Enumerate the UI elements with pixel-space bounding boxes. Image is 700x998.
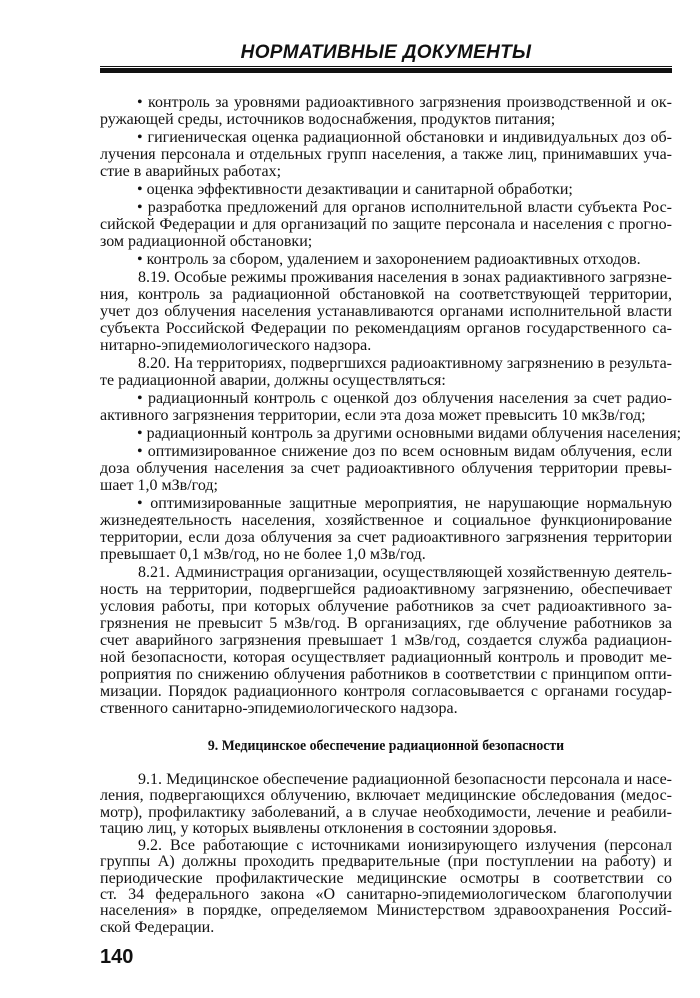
text-line: • контроль за уровнями радиоактивного загрязнения производственной и ок- (137, 94, 672, 111)
text-line: 9.2. Все работающие с источниками ионизирующего излучения (персонал (138, 837, 672, 855)
text-line: • радиационный контроль с оценкой доз облучения населения за счет радио- (137, 390, 672, 407)
text-line: • разработка предложений для органов исполнительной власти субъекта Рос- (137, 199, 672, 216)
text-line: ственного санитарно-эпидемиологического надзора. (100, 700, 458, 717)
text-line: грязнения не превысит 5 мЗв/год. В организациях, где облучение работников за (100, 615, 672, 632)
text-line: зом радиационной обстановки; (100, 233, 313, 250)
section-9-body (100, 772, 672, 936)
text-line: роприятия по снижению облучения работников в соответствии с принципом опти- (100, 666, 672, 683)
paragraph (100, 838, 672, 936)
text-line: 8.21. Администрация организации, осуществляющей хозяйственную деятель- (138, 564, 672, 581)
header-rule-thin (100, 66, 672, 67)
text-line: • гигиеническая оценка радиационной обстановки и индивидуальных доз об- (137, 129, 672, 146)
text-line: мизации. Порядок радиационного контроля согласовывается с органами государ- (100, 683, 672, 700)
text-line: ст. 34 федерального закона «О санитарно-эпидемиологическом благополучии (100, 886, 672, 904)
text-line: периодические профилактические медицинские осмотры в соответствии со (100, 869, 672, 887)
text-line: • контроль за сбором, удалением и захоронением радиоактивных отходов. (137, 251, 641, 268)
text-line: тацию лиц, у которых выявлены отклонения в состоянии здоровья. (100, 819, 557, 837)
text-line: • оценка эффективности дезактивации и санитарной обработки; (137, 181, 573, 198)
text-line: субъекта Российской Федерации по рекомендациям органов государственного са- (100, 320, 672, 337)
paragraph (100, 269, 672, 354)
text-line: мотр), профилактику заболеваний, а в случае необходимости, лечение и реабили- (100, 803, 672, 821)
paragraph (100, 443, 672, 494)
text-line: активного загрязнения территории, если эта доза может превысить 10 мкЗв/год; (100, 407, 646, 424)
paragraph (100, 181, 672, 198)
text-line: ния, контроль за радиационной обстановкой на соответствующей территории, (100, 286, 672, 303)
text-line: ной безопасности, которая осуществляет радиационный контроль и проводит ме- (100, 649, 672, 666)
text-line: ления, подвергающихся облучению, включает медицинские обследования (медос- (100, 787, 672, 805)
text-line: • радиационный контроль за другими основными видами облучения населения; (137, 425, 682, 442)
header-rule-thick (100, 68, 672, 73)
text-line: доза облучения населения за счет радиоактивного облучения территории превы- (100, 460, 672, 477)
paragraph (100, 425, 682, 442)
paragraph (100, 564, 672, 717)
text-line: те радиационной аварии, должны осуществляться: (100, 372, 446, 389)
paragraph (100, 390, 672, 424)
paragraph (100, 772, 672, 837)
paragraph (100, 199, 672, 250)
text-line: условия работы, при которых облучение работников за счет радиоактивного за- (100, 598, 672, 615)
text-line: лучения персонала и отдельных групп населения, а также лиц, принимавших уча- (100, 146, 672, 163)
paragraph (100, 251, 672, 268)
paragraph (100, 355, 672, 389)
running-header-title: НОРМАТИВНЫЕ ДОКУМЕНТЫ (240, 42, 532, 63)
paragraph (100, 129, 672, 180)
paragraph (100, 94, 672, 128)
text-line: ской Федерации. (100, 918, 215, 936)
text-line: • оптимизированные защитные мероприятия, не нарушающие нормальную (137, 495, 672, 512)
text-line: превышает 0,1 мЗв/год, но не более 1,0 мЗв/год. (100, 546, 426, 563)
paragraph (100, 495, 672, 563)
text-line: 9.1. Медицинское обеспечение радиационной безопасности персонала и насе- (138, 771, 672, 788)
text-line: шает 1,0 мЗв/год; (100, 477, 218, 494)
text-line: 8.19. Особые режимы проживания населения в зонах радиактивного загрязне- (138, 269, 672, 286)
text-line: стие в аварийных работах; (100, 163, 282, 180)
text-line: ружающей среды, источников водоснабжения, продуктов питания; (100, 111, 556, 128)
section-8-body (100, 94, 682, 717)
text-line: территории, если доза облучения за счет радиоактивного загрязнения территории (100, 529, 672, 546)
text-line: • оптимизированное снижение доз по всем основным видам облучения, если (137, 443, 672, 460)
text-line: счет аварийного загрязнения превышает 1 мЗв/год, создается служба радиацион- (100, 632, 672, 649)
text-line: сийской Федерации и для организаций по защите персонала и населения с прогно- (100, 216, 672, 233)
text-line: ность на территории, подвергшейся радиоактивному загрязнению, обеспечивает (100, 581, 672, 598)
section-9-heading: 9. Медицинское обеспечение радиационной безопасности (207, 738, 565, 754)
text-line: учет доз облучения населения устанавливаются органами исполнительной власти (100, 303, 672, 320)
page-number: 140 (100, 946, 134, 968)
text-line: группы А) должны проходить предварительные (при поступлении на работу) и (100, 853, 672, 871)
text-line: населения» в порядке, определяемом Министерством здравоохранения Россий- (100, 902, 672, 920)
text-line: жизнедеятельность населения, хозяйственное и социальное функционирование (100, 512, 672, 529)
text-line: 8.20. На территориях, подвергшихся радиоактивному загрязнению в результа- (138, 355, 672, 372)
text-line: нитарно-эпидемиологического надзора. (100, 337, 372, 354)
